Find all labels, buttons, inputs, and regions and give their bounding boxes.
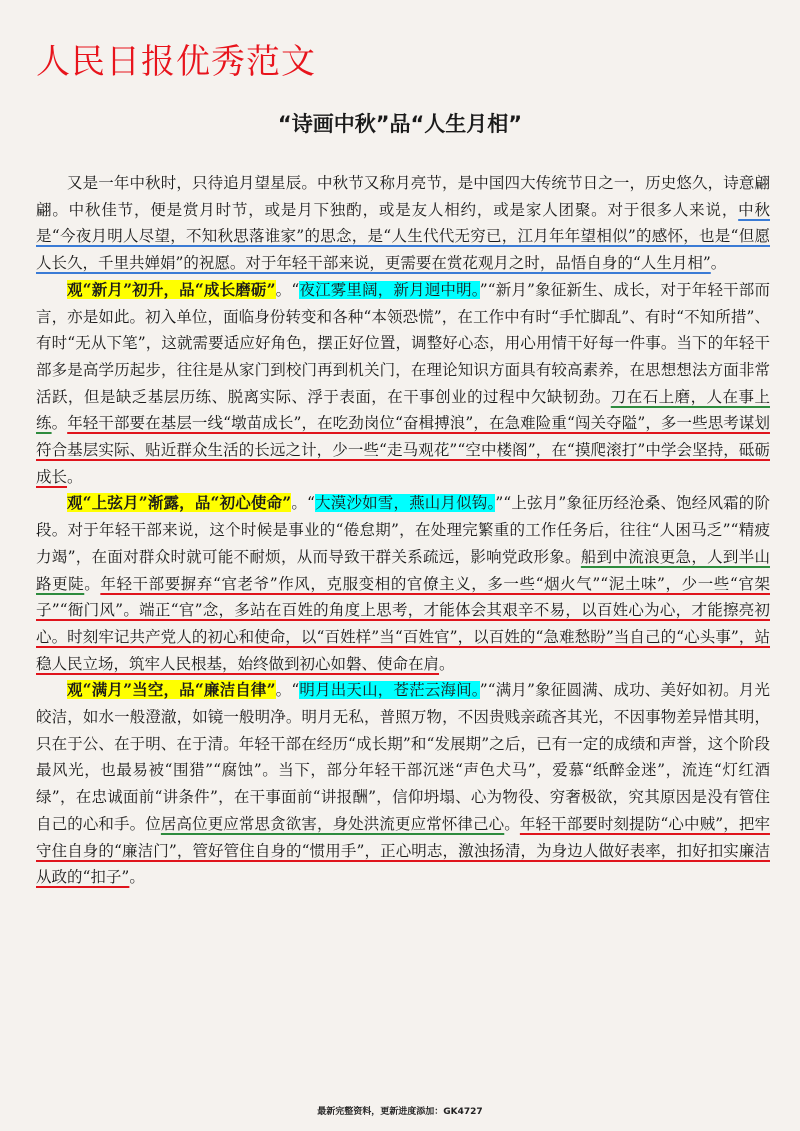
text: 。 [84, 574, 101, 593]
section-heading: 观“新月”初升，品“成长磨砺” [67, 279, 276, 299]
text: 。“ [291, 494, 315, 513]
text: 。 [51, 414, 68, 433]
poem-quote: 明月出天山，苍茫云海间。 [299, 681, 480, 700]
article-title: “诗画中秋”品“人生月相” [277, 112, 523, 136]
text: 又是一年中秋时，只待追月望星辰。中秋节又称月亮节，是中国四大传统节日之一，历史悠久，诗意翩翩。中秋佳节，便是赏月时节，或是月下独酌，或是友人相约，或是家人团聚。对于很多人来说， [36, 174, 770, 219]
paragraph-new-moon [36, 277, 770, 491]
text: 。 [710, 254, 727, 273]
paragraph-full-moon [36, 677, 770, 891]
paragraph-intro [36, 170, 770, 277]
underlined-text: 船到中流浪更急，人到半山路更陡 [36, 547, 770, 593]
footer-note: 最新完整资料，更新进度添加：GK4727 [317, 1107, 483, 1117]
underlined-text: 年轻干部要摒弃“官老爷”作风，克服变相的官僚主义，多一些“烟火气”“泥土味”，少一些“官架子”“衙门风”。端正“官”念，多站在百姓的角度上思考，才能体会其艰辛不易，以百姓心为心，才能擦亮初心。时刻牢记共产党人的初心和使命，以“百姓样”当“百姓官”，以百姓的“急难愁盼”当自己的“心头事”，站稳人民立场，筑牢人民根基，始终做到初心如磐、使命在肩 [36, 574, 770, 673]
article-body [36, 170, 770, 891]
section-heading: 观“满月”当空，品“廉洁自律” [67, 680, 276, 700]
brand-title: 人民日报优秀范文 [36, 42, 316, 82]
text: ”“新月”象征新生、成长，对于年轻干部而言，亦是如此。初入单位，面临身份转变和各种“本领恐慌”，在工作中有时“手忙脚乱”、有时“不知所措”、有时“无从下笔”，这就需要适应好角色，摆正好位置，调整好心态，用心用情干好每一件事。当下的年轻干部多是高学历起步，往往是从家门到校门再到机关门，在理论知识方面具有较高素养，在思想想法方面非常活跃，但是缺乏基层历练、脱离实际、浮于表面，在干事创业的过程中欠缺韧劲。 [36, 280, 770, 406]
underlined-text: 年轻干部要时刻提防“心中贼”，把牢守住自身的“廉洁门”，管好管住自身的“惯用手”，正心明志，激浊扬清，为身边人做好表率，扣好扣实廉洁从政的“扣子” [36, 814, 770, 887]
text: 。 [67, 467, 83, 486]
paragraph-first-quarter [36, 490, 770, 677]
text: 。 [129, 868, 145, 887]
text: 。“ [275, 280, 300, 299]
text: 。 [439, 654, 455, 673]
underlined-text: 年轻干部要在基层一线“墩苗成长”，在吃劲岗位“奋楫搏浪”，在急难险重“闯关夺隘”，多一些思考谋划符合基层实际、贴近群众生活的长远之计，少一些“走马观花”“空中楼阁”，在“摸爬滚打”中学会坚持，砥砺成长 [36, 414, 770, 486]
section-heading: 观“上弦月”渐露，品“初心使命” [67, 493, 292, 513]
poem-quote: 夜江雾里阔，新月迥中明。 [299, 280, 480, 299]
text: ”“满月”象征圆满、成功、美好如初。月光皎洁，如水一般澄澈，如镜一般明净。明月无私，普照万物，不因贵贱亲疏吝其光，不因事物差异惜其明，只在于公、在于明、在于清。年轻干部在经历“成长期”和“发展期”之后，已有一定的成绩和声誉，这个阶段最风光，也最易被“围猎”“腐蚀”。当下，部分年轻干部沉迷“声色犬马”，爱慕“纸醉金迷”，流连“灯红酒绿”，在忠诚面前“讲条件”，在干事面前“讲报酬”，信仰坍塌、心为物役、穷奢极欲，究其原因是没有管住自己的心和手。位 [36, 681, 770, 833]
poem-quote: 大漠沙如雪，燕山月似钩。 [314, 494, 496, 513]
underlined-text: 中秋是“今夜月明人尽望，不知秋思落谁家”的思念，是“人生代代无穷已，江月年年望相似”的感怀，也是“但愿人长久，千里共婵娟”的祝愿。对于年轻干部来说，更需要在赏花观月之时，品悟自身的“人生月相” [36, 200, 770, 273]
text: 。 [504, 814, 520, 833]
text: 。“ [275, 681, 300, 700]
text: ”“上弦月”象征历经沧桑、饱经风霜的阶段。对于年轻干部来说，这个时候是事业的“倦怠期”，在处理完繁重的工作任务后，往往“人困马乏”“精疲力竭”，在面对群众时就可能不耐烦，从而导致干群关系疏远，影响党政形象。 [36, 494, 770, 566]
underlined-text: 刀在石上磨，人在事上练 [36, 387, 770, 433]
underlined-text: 居高位更应常思贪欲害，身处洪流更应常怀律己心 [160, 814, 505, 833]
